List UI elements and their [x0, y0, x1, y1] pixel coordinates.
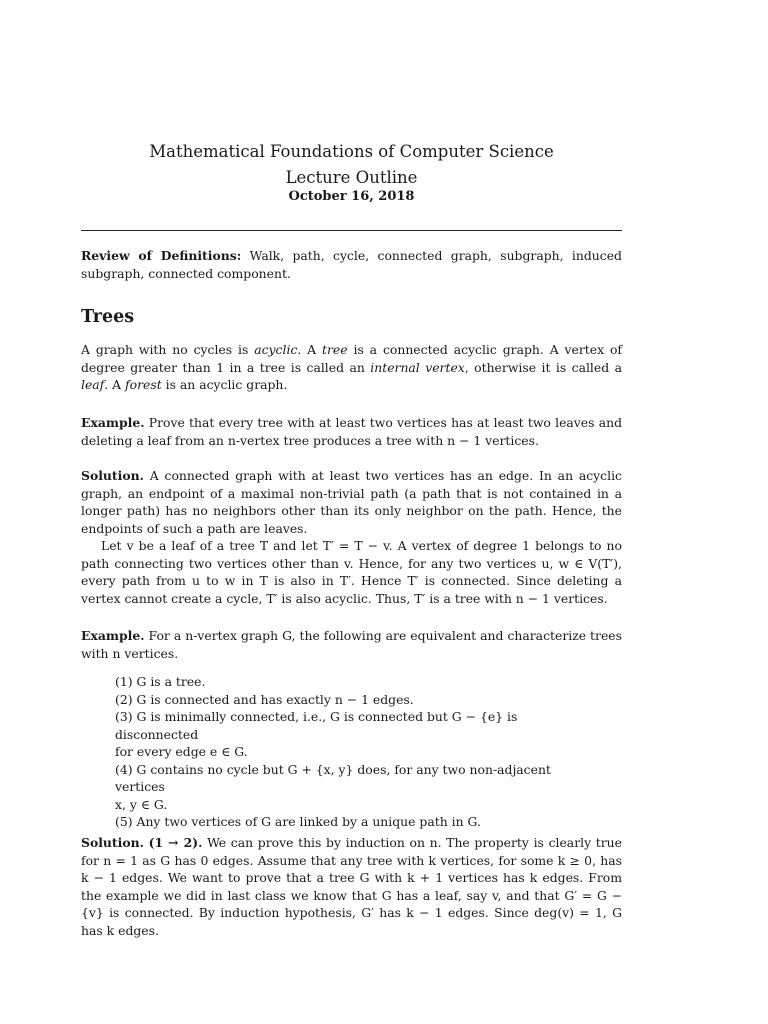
term-internal-vertex: internal vertex — [370, 359, 465, 375]
term-acyclic: acyclic — [254, 342, 298, 357]
lecture-subtitle: Lecture Outline — [285, 168, 418, 187]
list-item: (3) G is minimally connected, i.e., G is connected but G − {e} is disconnected — [115, 709, 518, 742]
term-forest: forest — [125, 377, 162, 392]
solution1-block — [81, 467, 622, 607]
solution1-label: Solution. — [81, 468, 144, 483]
definition-text: . A — [297, 342, 323, 357]
solution2-step: (1 → 2). — [148, 835, 203, 850]
definitions-paragraph — [81, 341, 622, 394]
term-leaf: leaf — [81, 377, 105, 392]
example2-paragraph — [81, 627, 622, 662]
lecture-date: October 16, 2018 — [288, 189, 415, 204]
equivalence-list — [115, 673, 595, 831]
example2-label: Example. — [81, 628, 145, 643]
definition-text: is an acyclic graph. — [161, 377, 288, 392]
example1-text: Prove that every tree with at least two vertices has at least two leaves and deleting a leaf from an n-vertex tree produces a tree with n − 1 vertices. — [81, 415, 622, 448]
list-item: (4) G contains no cycle but G + {x, y} does, for any two non-adjacent vertices — [115, 761, 551, 794]
review-label: Review of Definitions: — [81, 248, 242, 263]
solution1-paragraph2: Let v be a leaf of a tree T and let T′ = T − v. A vertex of degree 1 belongs to no path connecting two vertices other than v. Hence, for any two vertices u, w ∈ V(T′), every path from u to w in T is also in T′. Hence T′ is connected. Since deleting a vertex cannot create a cycle, T′ is also acyclic. Thus, T′ is a tree with n − 1 vertices. — [81, 538, 622, 606]
review-text: Walk, path, cycle, connected graph, subgraph, induced subgraph, connected component. — [81, 248, 622, 281]
review-paragraph — [81, 247, 622, 282]
example1-label: Example. — [81, 415, 145, 430]
section-title-trees: Trees — [81, 307, 135, 327]
list-item: (2) G is connected and has exactly n − 1 edges. — [115, 691, 414, 707]
list-item-continuation: for every edge e ∈ G. — [115, 744, 248, 759]
solution1-paragraph1 — [81, 467, 622, 537]
list-item: (1) G is a tree. — [115, 674, 206, 689]
header-divider — [81, 230, 622, 231]
solution2-paragraph — [81, 834, 622, 939]
definition-text: A graph with no cycles is — [81, 342, 255, 357]
solution2-text: We can prove this by induction on n. The property is clearly true for n = 1 as G has 0 edges. Assume that any tree with k vertices, for some k ≥ 0, has k − 1 edges. We want to prove that a tree G with k + 1 vertices has k edges. From the example we did in last class we know that G has a leaf, say v, and that G′ = G − {v} is connected. By induction hypothesis, G′ has k − 1 edges. Since deg(v) = 1, G has k edges. — [81, 835, 622, 938]
term-tree: tree — [322, 342, 348, 357]
solution2-label: Solution. — [81, 835, 144, 850]
example1-paragraph — [81, 414, 622, 449]
definition-text: , otherwise it is called a — [464, 359, 622, 375]
definition-text: . A — [104, 377, 126, 392]
example2-text: For a n-vertex graph G, the following are equivalent and characterize trees with n vertices. — [81, 628, 622, 661]
definition-text: is a connected acyclic graph. A vertex of degree greater than 1 in a tree is called an — [81, 342, 622, 375]
list-item-continuation: x, y ∈ G. — [115, 796, 168, 812]
course-title: Mathematical Foundations of Computer Science — [149, 142, 554, 161]
list-item: (5) Any two vertices of G are linked by a unique path in G. — [115, 814, 481, 829]
solution1-text1: A connected graph with at least two vertices has an edge. In an acyclic graph, an endpoint of a maximal non-trivial path (a path that is not contained in a longer path) has no neighbors other than its only neighbor on the path. Hence, the endpoints of such a path are leaves. — [81, 468, 622, 536]
